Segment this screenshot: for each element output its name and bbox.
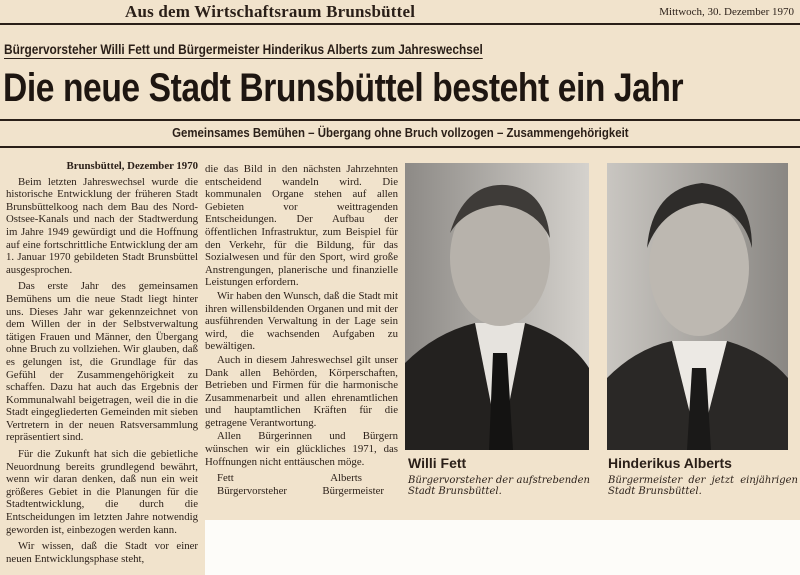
paragraph: die das Bild in den nächsten Jahrzehnten entscheidend wandeln wird. Die kommunalen Organe stehen auf allen Gebieten vor weittragenden Entscheidungen. Der Aufbau der öffentlichen Infrastruktur, zum Beispiel für den Verkehr, für die Bildung, für das Sozialwesen und für den Sport, wird große Anstrengungen, planerische und finanzielle Leistungen erfordern. [205,163,398,289]
photo-caption-text: Bürgervorsteher der aufstrebenden Stadt Brunsbüttel. [408,475,590,497]
paragraph: Für die Zukunft hat sich die gebietliche Neuordnung bereits grundlegend bewährt, wenn wir daran denken, daß nun ein weit größeres Gebiet in die Planungen für die Stadtentwicklung, die durch die Entscheidungen im letzten Jahre notwendig geworden ist, einbezogen werden kann. [6,448,198,536]
photo-caption-name: Willi Fett [408,455,467,471]
paragraph: Auch in diesem Jahreswechsel gilt unser Dank allen Behörden, Körperschaften, Betrieben und Firmen für die harmonische Zusammenarbeit und allen ehrenamtlichen und hauptamtlichen Kräften für die getragene Verantwortung. [205,353,398,429]
section-title: Aus dem Wirtschaftsraum Brunsbüttel [125,2,416,21]
subhead-text: Gemeinsames Bemühen – Übergang ohne Bruch vollzogen – Zusammengehörigkeit [171,125,629,140]
signature-title: Bürgermeister [322,484,384,497]
photo-caption-name: Hinderikus Alberts [608,455,732,471]
header-rule [0,23,800,25]
signature-titles [205,485,398,498]
paragraph: Das erste Jahr des gemeinsamen Bemühens um die neue Stadt liegt hinter uns. Dieses Jahr war gekennzeichnet von dem Willen der in der Selbstverwaltung tätigen Frauen und Männer, den Übergang ohne Bruch zu vollziehen. Wir glauben, daß es gelungen ist, die Grundlage für das Gefühl der Zusammengehörigkeit zu schaffen. Dazu hat auch das Ergebnis der Kommunalwahl beigetragen, weil die in die Stadt eingegliederten Gemeinden mit sieben Vertretern in der neuen Ratsversammlung repräsentiert sind. [6,280,198,444]
kicker: Bürgervorsteher Willi Fett und Bürgermeister Hinderikus Alberts zum Jahreswechsel [4,42,483,57]
portrait-photo-willi-fett [405,163,589,450]
signature-name: Fett [217,472,234,485]
subhead-rule-top [0,119,800,121]
paragraph: Allen Bürgerinnen und Bürgern wünschen wir ein glückliches 1971, das Hoffnungen nicht enttäuschen möge. [205,430,398,468]
issue-date: Mittwoch, 30. Dezember 1970 [659,6,794,18]
photo-caption-text: Bürgermeister der jetzt einjährigen Stadt Brunsbüttel. [608,475,798,497]
paragraph: Wir haben den Wunsch, daß die Stadt mit ihren willensbildenden Organen und mit der ausführenden Verwaltung in der Lage sein wird, die wachsenden Aufgaben zu bewältigen. [205,289,398,353]
signature-title: Bürgervorsteher [217,484,287,497]
article-column-1 [6,160,198,569]
headline: Die neue Stadt Brunsbüttel besteht ein Jahr [3,66,684,110]
paragraph: Wir wissen, daß die Stadt vor einer neuen Entwicklungsphase steht, [6,540,198,565]
signature-name: Alberts [330,472,362,485]
subhead [0,125,800,140]
signature-names [205,472,398,485]
subhead-rule-bottom [0,146,800,148]
blank-margin [205,520,800,575]
article-column-2 [205,163,398,497]
paragraph: Beim letzten Jahreswechsel wurde die historische Entwicklung der früheren Stadt Brunsbüttelkoog nach dem Bau des Nord-Ostsee-Kanals und nach der Stadtwerdung im Jahre 1949 gewürdigt und die Hoffnung auf eine fortschrittliche Entwicklung der am 1. Januar 1970 gebildeten Stadt Brunsbüttel ausgesprochen. [6,175,198,276]
portrait-photo-hinderikus-alberts [607,163,788,450]
dateline: Brunsbüttel, Dezember 1970 [66,160,198,172]
